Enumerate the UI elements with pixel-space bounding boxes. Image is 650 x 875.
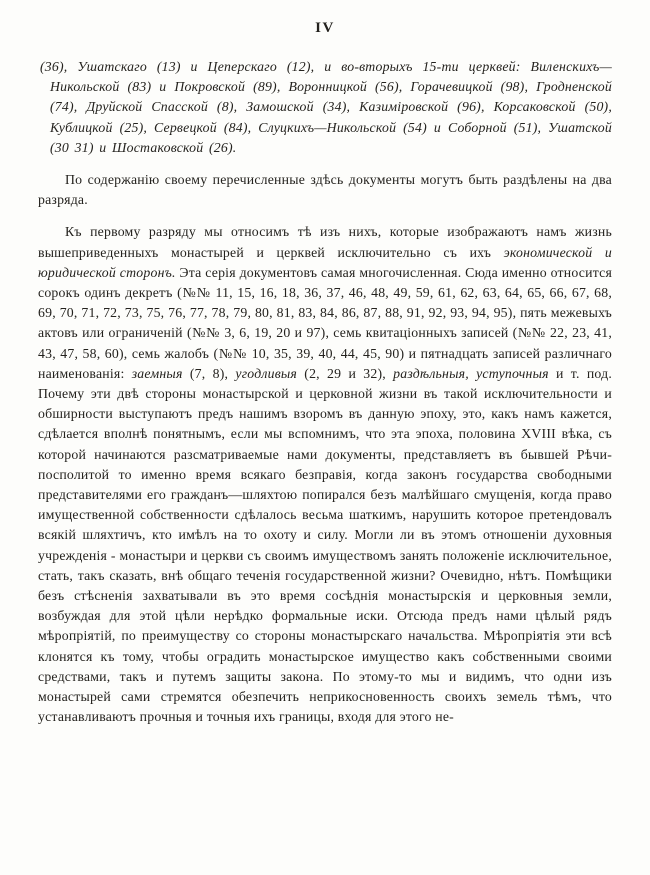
text-run: Къ первому разряду мы относимъ тѣ изъ нихъ, которые изображаютъ намъ жизнь вышеприведенныхъ монастырей и церквей исключительно съ ихъ (38, 224, 612, 260)
text-run: (2, 29 и 32), (297, 365, 394, 381)
page-number: IV (315, 20, 335, 36)
paragraph-two-categories (38, 170, 612, 210)
text-run-emphasis: раздѣльныя, уступочныя (393, 365, 549, 381)
text-run-emphasis: угодливыя (235, 365, 298, 381)
text-run-emphasis: заемныя (131, 365, 183, 381)
paragraph-church-list (38, 57, 612, 158)
text-run: Эта серія документовъ самая многочисленная. Сюда именно относится сорокъ одинъ декретъ (№№ 11, 15, 16, 18, 36, 37, 46, 48, 49, 59, 61, 62, 63, 64, 65, 66, 67, 68, 69, 70, 71, 72, 73, 75, 76, 77, 78, 79, 80, 81, 83, 84, 86, 87, 88, 91, 92, 93, 94, 95), пять межевыхъ актовъ или ограниченій (№№ 3, 6, 19, 20 и 97), семь квитаціонныхъ записей (№№ 22, 23, 41, 43, 47, 58, 60), семь жалобъ (№№ 10, 35, 39, 40, 44, 45, 90) и пятнадцать записей различнаго наименованія: (38, 264, 612, 381)
text-run-emphasis: экономической и юридической сторонъ. (38, 244, 612, 280)
paragraph-first-category (38, 222, 612, 727)
text-run: (7, 8), (182, 365, 236, 381)
text-run: и т. под. Почему эти двѣ стороны монастырской и церковной жизни въ такой исключительности и обширности выступаютъ предъ нашимъ взоромъ въ данную эпоху, это, какъ намъ кажется, сдѣлается вполнѣ понятнымъ, если мы вспомнимъ, что эта эпоха, половина XVIII вѣка, съ которой начинаются разсматриваемые нами документы, представляетъ въ бывшей Рѣчи-посполитой то именно время всякаго безправія, когда законъ государства свободными представителями его гражданъ—шляхтою попирался безъ малѣйшаго смущенія, когда право имущественной собственности сдѣлалось весьма шаткимъ, нарушить которое претендовалъ всякій шляхтичъ, кто имѣлъ на то охоту и силу. Могли ли въ этомъ отношеніи духовныя учрежденія - монастыри и церкви съ своимъ имуществомъ занять положеніе исключительное, стать, такъ сказать, внѣ общаго теченія государственной жизни? Очевидно, нѣтъ. Помѣщики безъ стѣсненія захватывали въ это время сосѣднія монастырскія и церковныя земли, возбуждая для этой цѣли нерѣдко формальные иски. Отсюда предъ нами цѣлый рядъ мѣропріятій, по преимуществу со стороны монастырскаго начальства. Мѣропріятія эти всѣ клонятся къ тому, чтобы оградить монастырское имущество какъ собственными своими средствами, такъ и путемъ защиты закона. По этому-то мы и видимъ, что одни изъ монастырей сами стремятся обезпечить неприкосновенность своихъ земель тѣмъ, что устанавливаютъ прочныя и точныя ихъ границы, входя для этого не- (38, 365, 612, 725)
text-run: По содержанію своему перечисленные здѣсь документы могутъ быть раздѣлены на два разряда. (38, 172, 612, 208)
text-run: (36), Ушатскаго (13) и Цеперскаго (12), и во-вторыхъ 15-ти церквей: Виленскихъ—Никольской (83) и Покровской (89), Воронницкой (56), Горачевицкой (98), Гродненской (74), Друйской Спасской (8), Замошской (34), Казиміровской (96), Корсаковской (50), Кублицкой (25), Сервецкой (84), Слуцкихъ—Никольской (54) и Соборной (51), Ушатской (30 31) и Шостаковской (26). (40, 59, 612, 155)
